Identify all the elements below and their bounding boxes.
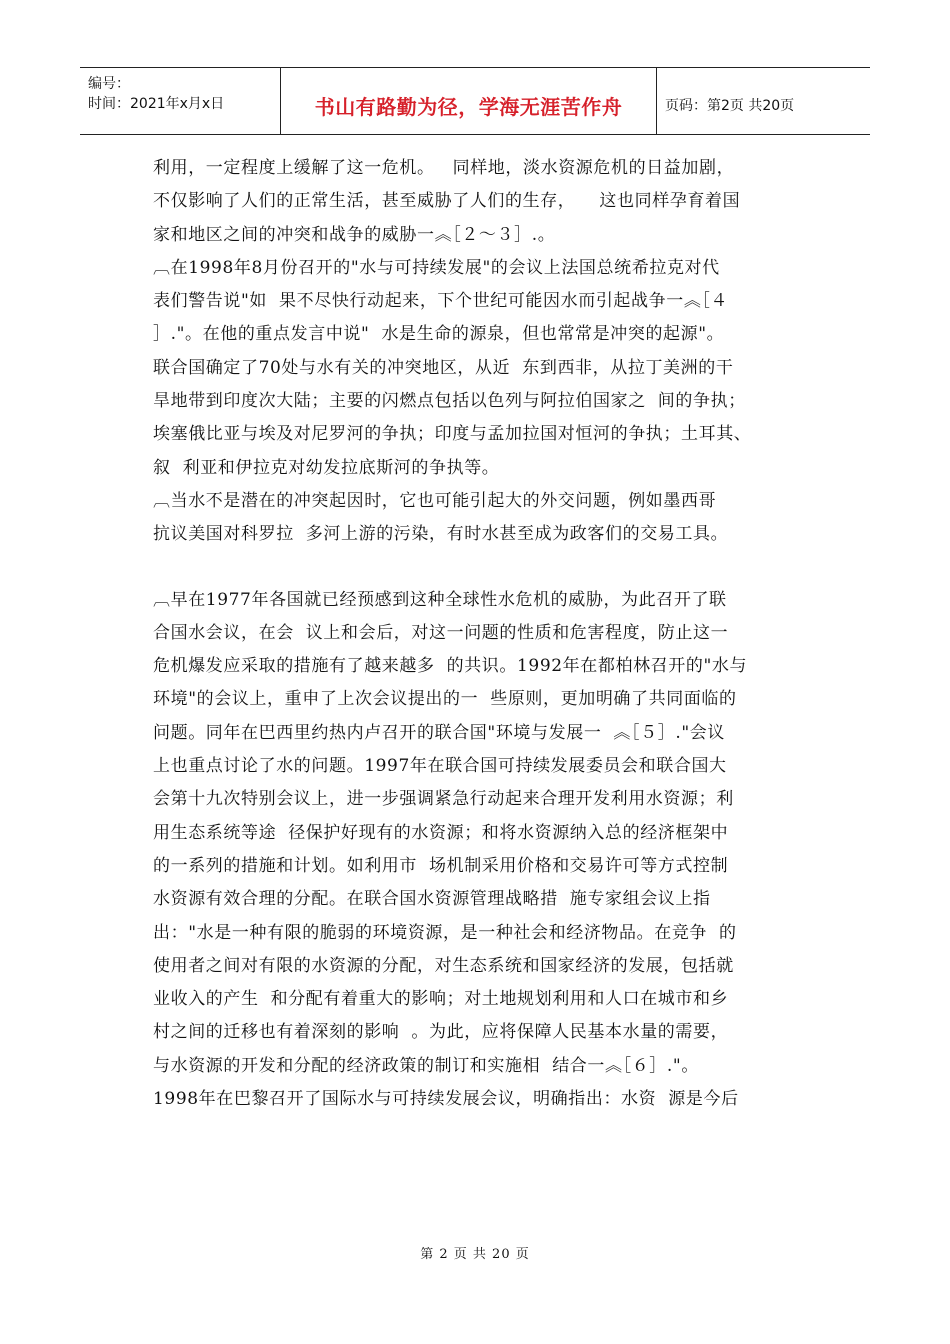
body-line: 危机爆发应采取的措施有了越来越多 的共识。1992年在都柏林召开的"水与: [153, 656, 748, 677]
body-line: 与水资源的开发和分配的经济政策的制订和实施相 结合⼀︽［６］."。: [153, 1055, 699, 1076]
body-line: 抗议美国对科罗拉 多河上游的污染，有时水甚至成为政客们的交易工具。: [153, 524, 729, 545]
body-line: 不仅影响了人们的正常生活，甚至威胁了人们的生存， 这也同样孕育着国: [153, 191, 741, 212]
body-line: 问题。同年在巴西里约热内卢召开的联合国"环境与发展⼀ ︽［５］."会议: [153, 722, 725, 743]
body-line: ︹当水不是潜在的冲突起因时，它也可能引起大的外交问题，例如墨西哥: [153, 490, 717, 511]
body-line: ］."。在他的重点发言中说" 水是生命的源泉，但也常常是冲突的起源"。: [153, 324, 725, 345]
body-line: 会第十九次特别会议上，进一步强调紧急行动起来合理开发利用水资源；利: [153, 789, 734, 810]
header-page-cell: [657, 68, 870, 134]
body-line: 家和地区之间的冲突和战争的威胁⼀︽［２～３］.。: [153, 224, 556, 245]
body-line: 环境"的会议上，重申了上次会议提出的一 些原则，更加明确了共同面临的: [153, 689, 737, 710]
body-line: 表们警告说"如 果不尽快行动起来，下个世纪可能因水而引起战争⼀︽［４: [153, 291, 729, 312]
header-motto: 书山有路勤为径，学海无涯苦作舟: [314, 94, 623, 119]
body-line: 上也重点讨论了水的问题。1997年在联合国可持续发展委员会和联合国大: [153, 756, 727, 777]
document-number-label: 编号：: [88, 76, 130, 92]
body-line: 用生态系统等途 径保护好现有的水资源；和将水资源纳入总的经济框架中: [153, 822, 729, 843]
header-table: [80, 67, 870, 135]
body-line: ︹早在1977年各国就已经预感到这种全球性水危机的威胁，为此召开了联: [153, 589, 727, 610]
body-line: 旱地带到印度次大陆；主要的闪燃点包括以色列与阿拉伯国家之 间的争执；: [153, 391, 746, 412]
page-footer: 第 2 页 共 20 页: [420, 1247, 530, 1262]
body-line: ︹在1998年8月份召开的"水与可持续发展"的会议上法国总统希拉克对代: [153, 257, 720, 278]
body-line: 使用者之间对有限的水资源的分配，对生态系统和国家经济的发展，包括就: [153, 955, 734, 976]
body-line: 1998年在巴黎召开了国际水与可持续发展会议，明确指出：水资 源是今后: [153, 1089, 739, 1110]
header-meta-cell: [80, 68, 281, 134]
body-line: 水资源有效合理的分配。在联合国水资源管理战略措 施专家组会议上指: [153, 889, 711, 910]
body-line: 业收入的产生 和分配有着重大的影响；对土地规划利用和人口在城市和乡: [153, 989, 729, 1010]
paragraph-gap: [153, 552, 813, 584]
body-line: 叙 利亚和伊拉克对幼发拉底斯河的争执等。: [153, 457, 500, 478]
body-line: 出："水是一种有限的脆弱的环境资源，是一种社会和经济物品。在竞争 的: [153, 922, 737, 943]
body-line: 利用，一定程度上缓解了这一危机。 同样地，淡水资源危机的日益加剧，: [153, 158, 735, 178]
body-line: 合国水会议，在会 议上和会后，对这一问题的性质和危害程度，防止这一: [153, 622, 729, 643]
body-line: 村之间的迁移也有着深刻的影响 。为此，应将保障人民基本水量的需要，: [153, 1022, 729, 1043]
body-line: 联合国确定了70处与水有关的冲突地区，从近 东到西非，从拉丁美洲的干: [153, 357, 734, 378]
body-line: 的一系列的措施和计划。如利用市 场机制采用价格和交易许可等方式控制: [153, 855, 729, 876]
document-time-label: 时间：2021年x月x日: [88, 96, 225, 112]
body-line: 埃塞俄比亚与埃及对尼罗河的争执；印度与孟加拉国对恒河的争执；土耳其、: [153, 424, 752, 445]
document-body: [153, 152, 813, 1116]
header-page-label: 页码：第2页 共20页: [665, 98, 795, 114]
header-motto-cell: [281, 68, 657, 134]
